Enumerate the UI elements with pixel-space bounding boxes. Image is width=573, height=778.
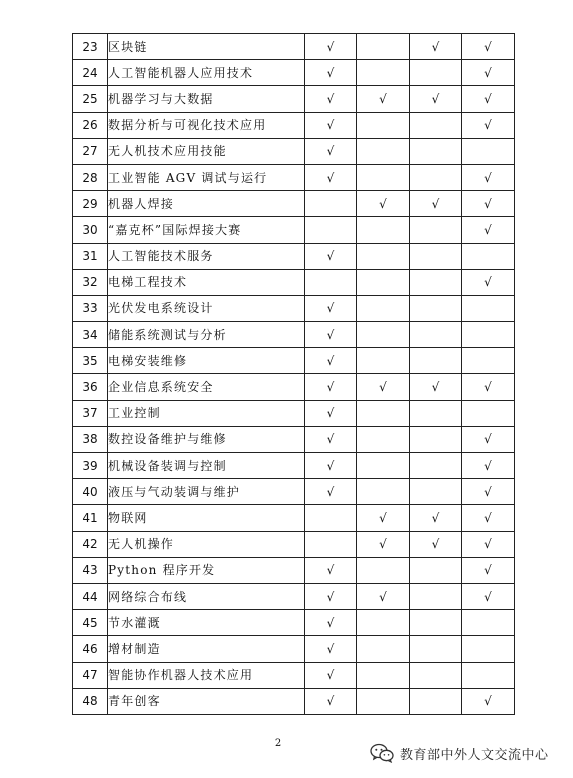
check-mark: √ (484, 432, 492, 447)
table-row (73, 610, 515, 636)
row-number: 34 (73, 322, 108, 348)
table-row (73, 295, 515, 321)
check-mark: √ (484, 537, 492, 552)
check-cell-3 (410, 583, 462, 609)
check-cell-1 (305, 505, 357, 531)
row-number: 26 (73, 112, 108, 138)
row-number: 29 (73, 191, 108, 217)
competition-name: 机械设备装调与控制 (108, 453, 305, 479)
check-cell-4 (462, 112, 515, 138)
check-cell-3 (410, 60, 462, 86)
row-number: 43 (73, 557, 108, 583)
check-cell-2 (357, 400, 410, 426)
check-cell-4 (462, 400, 515, 426)
row-number: 24 (73, 60, 108, 86)
row-number: 28 (73, 164, 108, 190)
check-cell-1 (305, 479, 357, 505)
row-number: 44 (73, 583, 108, 609)
check-cell-4 (462, 269, 515, 295)
check-cell-4 (462, 583, 515, 609)
check-mark: √ (326, 563, 335, 578)
check-mark: √ (484, 458, 492, 473)
check-cell-1 (305, 583, 357, 609)
table-row (73, 243, 515, 269)
check-cell-3 (410, 269, 462, 295)
check-mark: √ (484, 196, 492, 211)
check-cell-1 (305, 348, 357, 374)
check-cell-3 (410, 348, 462, 374)
check-cell-2 (357, 34, 410, 60)
table-row (73, 479, 515, 505)
competition-name: 增材制造 (108, 636, 305, 662)
competition-name: 光伏发电系统设计 (108, 295, 305, 321)
table-row (73, 426, 515, 452)
check-mark: √ (484, 39, 492, 54)
check-cell-4 (462, 348, 515, 374)
check-cell-2 (357, 426, 410, 452)
check-mark: √ (326, 353, 335, 368)
table-row (73, 557, 515, 583)
row-number: 23 (73, 34, 108, 60)
table-row (73, 662, 515, 688)
check-cell-1 (305, 557, 357, 583)
table-row (73, 688, 515, 714)
competition-name: 机器学习与大数据 (108, 86, 305, 112)
check-cell-4 (462, 557, 515, 583)
wechat-icon (370, 743, 394, 763)
check-mark: √ (379, 380, 387, 395)
check-cell-4 (462, 164, 515, 190)
check-mark: √ (484, 91, 492, 106)
check-cell-3 (410, 662, 462, 688)
check-cell-3 (410, 243, 462, 269)
check-mark: √ (326, 380, 335, 395)
competition-name: “嘉克杯”国际焊接大赛 (108, 217, 305, 243)
watermark (370, 742, 549, 764)
check-mark: √ (484, 222, 492, 237)
watermark-text: 教育部中外人文交流中心 (400, 747, 549, 763)
check-mark: √ (326, 432, 335, 447)
check-cell-4 (462, 688, 515, 714)
competition-name: 无人机操作 (108, 531, 305, 557)
check-cell-1 (305, 374, 357, 400)
check-cell-1 (305, 688, 357, 714)
row-number: 42 (73, 531, 108, 557)
check-cell-2 (357, 243, 410, 269)
check-mark: √ (379, 91, 387, 106)
table-row (73, 583, 515, 609)
check-cell-3 (410, 610, 462, 636)
competition-name: 人工智能机器人应用技术 (108, 60, 305, 86)
check-mark: √ (326, 170, 335, 185)
check-cell-4 (462, 662, 515, 688)
check-cell-3 (410, 531, 462, 557)
row-number: 36 (73, 374, 108, 400)
table-row (73, 60, 515, 86)
check-cell-2 (357, 688, 410, 714)
check-cell-2 (357, 191, 410, 217)
check-cell-4 (462, 191, 515, 217)
check-mark: √ (326, 249, 335, 264)
check-cell-1 (305, 636, 357, 662)
table-row (73, 164, 515, 190)
check-mark: √ (326, 301, 335, 316)
check-cell-2 (357, 295, 410, 321)
competition-name: 工业控制 (108, 400, 305, 426)
competition-name: 工业智能 AGV 调试与运行 (108, 164, 305, 190)
check-mark: √ (484, 484, 492, 499)
check-cell-3 (410, 557, 462, 583)
check-cell-2 (357, 348, 410, 374)
table-row (73, 269, 515, 295)
row-number: 31 (73, 243, 108, 269)
row-number: 32 (73, 269, 108, 295)
check-cell-2 (357, 557, 410, 583)
check-mark: √ (484, 563, 492, 578)
check-mark: √ (431, 196, 440, 211)
check-cell-1 (305, 217, 357, 243)
check-mark: √ (326, 484, 335, 499)
check-cell-3 (410, 636, 462, 662)
row-number: 33 (73, 295, 108, 321)
row-number: 30 (73, 217, 108, 243)
row-number: 45 (73, 610, 108, 636)
check-cell-1 (305, 426, 357, 452)
check-cell-3 (410, 112, 462, 138)
check-mark: √ (431, 91, 440, 106)
row-number: 27 (73, 138, 108, 164)
row-number: 41 (73, 505, 108, 531)
table-row (73, 636, 515, 662)
competition-name: 企业信息系统安全 (108, 374, 305, 400)
check-mark: √ (484, 380, 492, 395)
check-cell-2 (357, 217, 410, 243)
check-mark: √ (431, 510, 440, 525)
check-cell-2 (357, 269, 410, 295)
check-mark: √ (431, 537, 440, 552)
competition-name: 网络综合布线 (108, 583, 305, 609)
check-cell-1 (305, 138, 357, 164)
check-cell-1 (305, 400, 357, 426)
check-cell-1 (305, 243, 357, 269)
check-cell-2 (357, 636, 410, 662)
check-cell-4 (462, 60, 515, 86)
check-cell-1 (305, 295, 357, 321)
check-mark: √ (326, 91, 335, 106)
table-row (73, 138, 515, 164)
check-cell-1 (305, 269, 357, 295)
check-cell-2 (357, 583, 410, 609)
check-cell-4 (462, 138, 515, 164)
check-mark: √ (379, 589, 387, 604)
check-cell-3 (410, 426, 462, 452)
check-cell-2 (357, 662, 410, 688)
check-cell-3 (410, 138, 462, 164)
check-mark: √ (326, 615, 335, 630)
check-cell-4 (462, 86, 515, 112)
check-cell-3 (410, 400, 462, 426)
check-cell-2 (357, 505, 410, 531)
row-number: 46 (73, 636, 108, 662)
check-cell-2 (357, 322, 410, 348)
row-number: 35 (73, 348, 108, 374)
check-cell-1 (305, 86, 357, 112)
check-cell-3 (410, 86, 462, 112)
check-cell-1 (305, 112, 357, 138)
check-cell-4 (462, 610, 515, 636)
competition-name: 智能协作机器人技术应用 (108, 662, 305, 688)
table-body (73, 34, 515, 715)
check-cell-4 (462, 34, 515, 60)
check-mark: √ (484, 589, 492, 604)
check-cell-3 (410, 295, 462, 321)
check-cell-1 (305, 531, 357, 557)
check-cell-1 (305, 60, 357, 86)
check-cell-2 (357, 86, 410, 112)
page-number: 2 (274, 738, 282, 749)
competition-name: 人工智能技术服务 (108, 243, 305, 269)
check-cell-3 (410, 164, 462, 190)
check-mark: √ (484, 694, 492, 709)
check-mark: √ (326, 458, 335, 473)
row-number: 39 (73, 453, 108, 479)
check-mark: √ (379, 196, 387, 211)
check-cell-3 (410, 34, 462, 60)
row-number: 47 (73, 662, 108, 688)
check-mark: √ (326, 641, 335, 656)
check-cell-4 (462, 531, 515, 557)
check-cell-2 (357, 610, 410, 636)
check-mark: √ (379, 537, 387, 552)
check-mark: √ (326, 144, 335, 159)
table-row (73, 322, 515, 348)
check-mark: √ (484, 170, 492, 185)
table-row (73, 191, 515, 217)
competition-name: 物联网 (108, 505, 305, 531)
check-cell-4 (462, 505, 515, 531)
check-cell-2 (357, 531, 410, 557)
table-row (73, 453, 515, 479)
check-cell-3 (410, 191, 462, 217)
check-cell-2 (357, 164, 410, 190)
competition-name: 区块链 (108, 34, 305, 60)
table-row (73, 217, 515, 243)
check-mark: √ (484, 118, 492, 133)
check-cell-1 (305, 164, 357, 190)
check-cell-4 (462, 322, 515, 348)
check-mark: √ (326, 327, 335, 342)
competition-name: Python 程序开发 (108, 557, 305, 583)
table-row (73, 505, 515, 531)
check-mark: √ (326, 694, 335, 709)
check-cell-4 (462, 374, 515, 400)
table-row (73, 348, 515, 374)
competition-table (72, 33, 515, 715)
check-mark: √ (326, 65, 335, 80)
row-number: 48 (73, 688, 108, 714)
check-mark: √ (484, 275, 492, 290)
check-cell-4 (462, 217, 515, 243)
check-mark: √ (326, 589, 335, 604)
check-mark: √ (326, 39, 335, 54)
check-mark: √ (326, 668, 335, 683)
check-cell-1 (305, 191, 357, 217)
check-mark: √ (431, 39, 440, 54)
competition-name: 数据分析与可视化技术应用 (108, 112, 305, 138)
check-cell-4 (462, 479, 515, 505)
check-cell-3 (410, 374, 462, 400)
row-number: 40 (73, 479, 108, 505)
competition-name: 无人机技术应用技能 (108, 138, 305, 164)
check-mark: √ (379, 510, 387, 525)
check-cell-3 (410, 217, 462, 243)
check-cell-4 (462, 453, 515, 479)
check-mark: √ (431, 380, 440, 395)
table-row (73, 531, 515, 557)
check-cell-1 (305, 322, 357, 348)
check-cell-2 (357, 112, 410, 138)
table-row (73, 400, 515, 426)
check-cell-4 (462, 243, 515, 269)
check-cell-2 (357, 453, 410, 479)
check-cell-1 (305, 453, 357, 479)
row-number: 37 (73, 400, 108, 426)
check-cell-2 (357, 479, 410, 505)
check-cell-4 (462, 426, 515, 452)
check-cell-2 (357, 138, 410, 164)
check-cell-3 (410, 688, 462, 714)
competition-name: 数控设备维护与维修 (108, 426, 305, 452)
competition-name: 青年创客 (108, 688, 305, 714)
competition-name: 储能系统测试与分析 (108, 322, 305, 348)
check-mark: √ (326, 406, 335, 421)
check-mark: √ (326, 118, 335, 133)
check-cell-4 (462, 295, 515, 321)
check-cell-1 (305, 662, 357, 688)
check-cell-2 (357, 60, 410, 86)
table-row (73, 86, 515, 112)
check-cell-1 (305, 34, 357, 60)
row-number: 25 (73, 86, 108, 112)
competition-name: 电梯工程技术 (108, 269, 305, 295)
check-cell-2 (357, 374, 410, 400)
row-number: 38 (73, 426, 108, 452)
check-mark: √ (484, 510, 492, 525)
table-row (73, 34, 515, 60)
competition-name: 电梯安装维修 (108, 348, 305, 374)
check-cell-1 (305, 610, 357, 636)
competition-name: 液压与气动装调与维护 (108, 479, 305, 505)
table-row (73, 374, 515, 400)
competition-name: 机器人焊接 (108, 191, 305, 217)
check-cell-4 (462, 636, 515, 662)
check-cell-3 (410, 479, 462, 505)
table-row (73, 112, 515, 138)
check-mark: √ (484, 65, 492, 80)
competition-name: 节水灌溉 (108, 610, 305, 636)
check-cell-3 (410, 322, 462, 348)
check-cell-3 (410, 453, 462, 479)
check-cell-3 (410, 505, 462, 531)
